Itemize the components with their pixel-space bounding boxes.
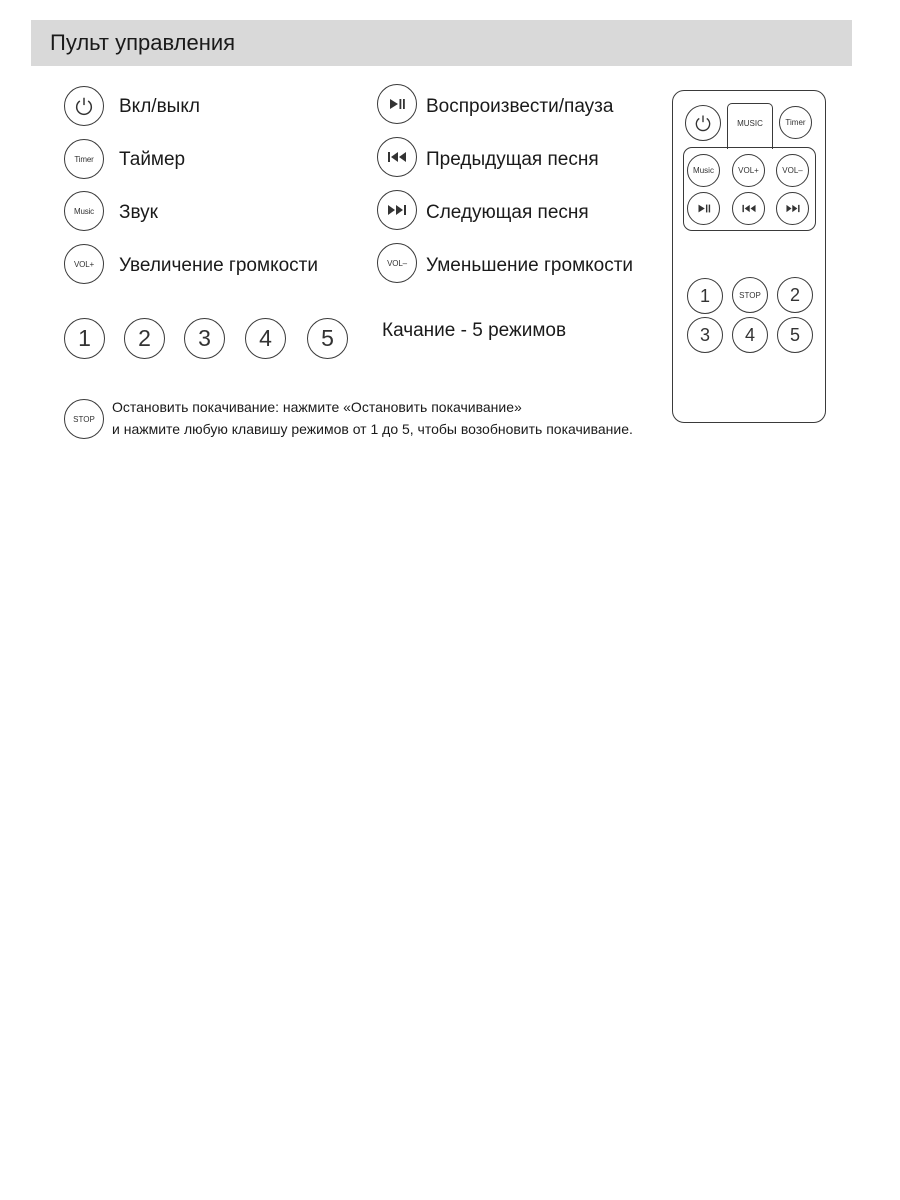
modes-label: Качание - 5 режимов bbox=[382, 320, 567, 341]
remote-vol-plus-icon: VOL+ bbox=[732, 154, 765, 187]
remote-illustration bbox=[672, 90, 826, 423]
next-icon bbox=[377, 190, 417, 230]
remote-digit-5-icon: 5 bbox=[777, 317, 813, 353]
remote-next-icon bbox=[776, 192, 809, 225]
power-label: Вкл/выкл bbox=[119, 96, 200, 117]
mode-5-icon: 5 bbox=[307, 318, 348, 359]
music-label: Звук bbox=[119, 202, 158, 223]
remote-digit-3-icon: 3 bbox=[687, 317, 723, 353]
mode-3-icon: 3 bbox=[184, 318, 225, 359]
vol-minus-label: Уменьшение громкости bbox=[426, 255, 634, 276]
remote-digit-4-icon: 4 bbox=[732, 317, 768, 353]
next-label: Следующая песня bbox=[426, 202, 589, 223]
remote-vol-minus-icon: VOL– bbox=[776, 154, 809, 187]
timer-icon: Timer bbox=[64, 139, 104, 179]
remote-digit-1-icon: 1 bbox=[687, 278, 723, 314]
remote-control-panel bbox=[683, 147, 816, 231]
remote-music-icon: Music bbox=[687, 154, 720, 187]
remote-play-pause-icon bbox=[687, 192, 720, 225]
mode-4-icon: 4 bbox=[245, 318, 286, 359]
stop-note-line-2: и нажмите любую клавишу режимов от 1 до 5, чтобы возобновить покачивание. bbox=[112, 421, 633, 437]
play-pause-label: Воспроизвести/пауза bbox=[426, 96, 614, 117]
remote-music-label: MUSIC bbox=[737, 119, 763, 128]
previous-icon bbox=[377, 137, 417, 177]
page-title: Пульт управления bbox=[50, 30, 236, 55]
vol-minus-icon: VOL– bbox=[377, 243, 417, 283]
remote-digit-2-icon: 2 bbox=[777, 277, 813, 313]
previous-label: Предыдущая песня bbox=[426, 149, 599, 170]
music-icon: Music bbox=[64, 191, 104, 231]
vol-plus-label: Увеличение громкости bbox=[119, 255, 318, 276]
play-pause-icon bbox=[377, 84, 417, 124]
mode-2-icon: 2 bbox=[124, 318, 165, 359]
remote-previous-icon bbox=[732, 192, 765, 225]
mode-1-icon: 1 bbox=[64, 318, 105, 359]
vol-plus-icon: VOL+ bbox=[64, 244, 104, 284]
remote-stop-icon: STOP bbox=[732, 277, 768, 313]
timer-label: Таймер bbox=[119, 149, 186, 170]
stop-note-line-1: Остановить покачивание: нажмите «Остановить покачивание» bbox=[112, 399, 522, 415]
remote-power-icon bbox=[685, 105, 721, 141]
power-icon bbox=[64, 86, 104, 126]
page-header bbox=[31, 20, 852, 66]
remote-timer-icon: Timer bbox=[779, 106, 812, 139]
stop-icon: STOP bbox=[64, 399, 104, 439]
